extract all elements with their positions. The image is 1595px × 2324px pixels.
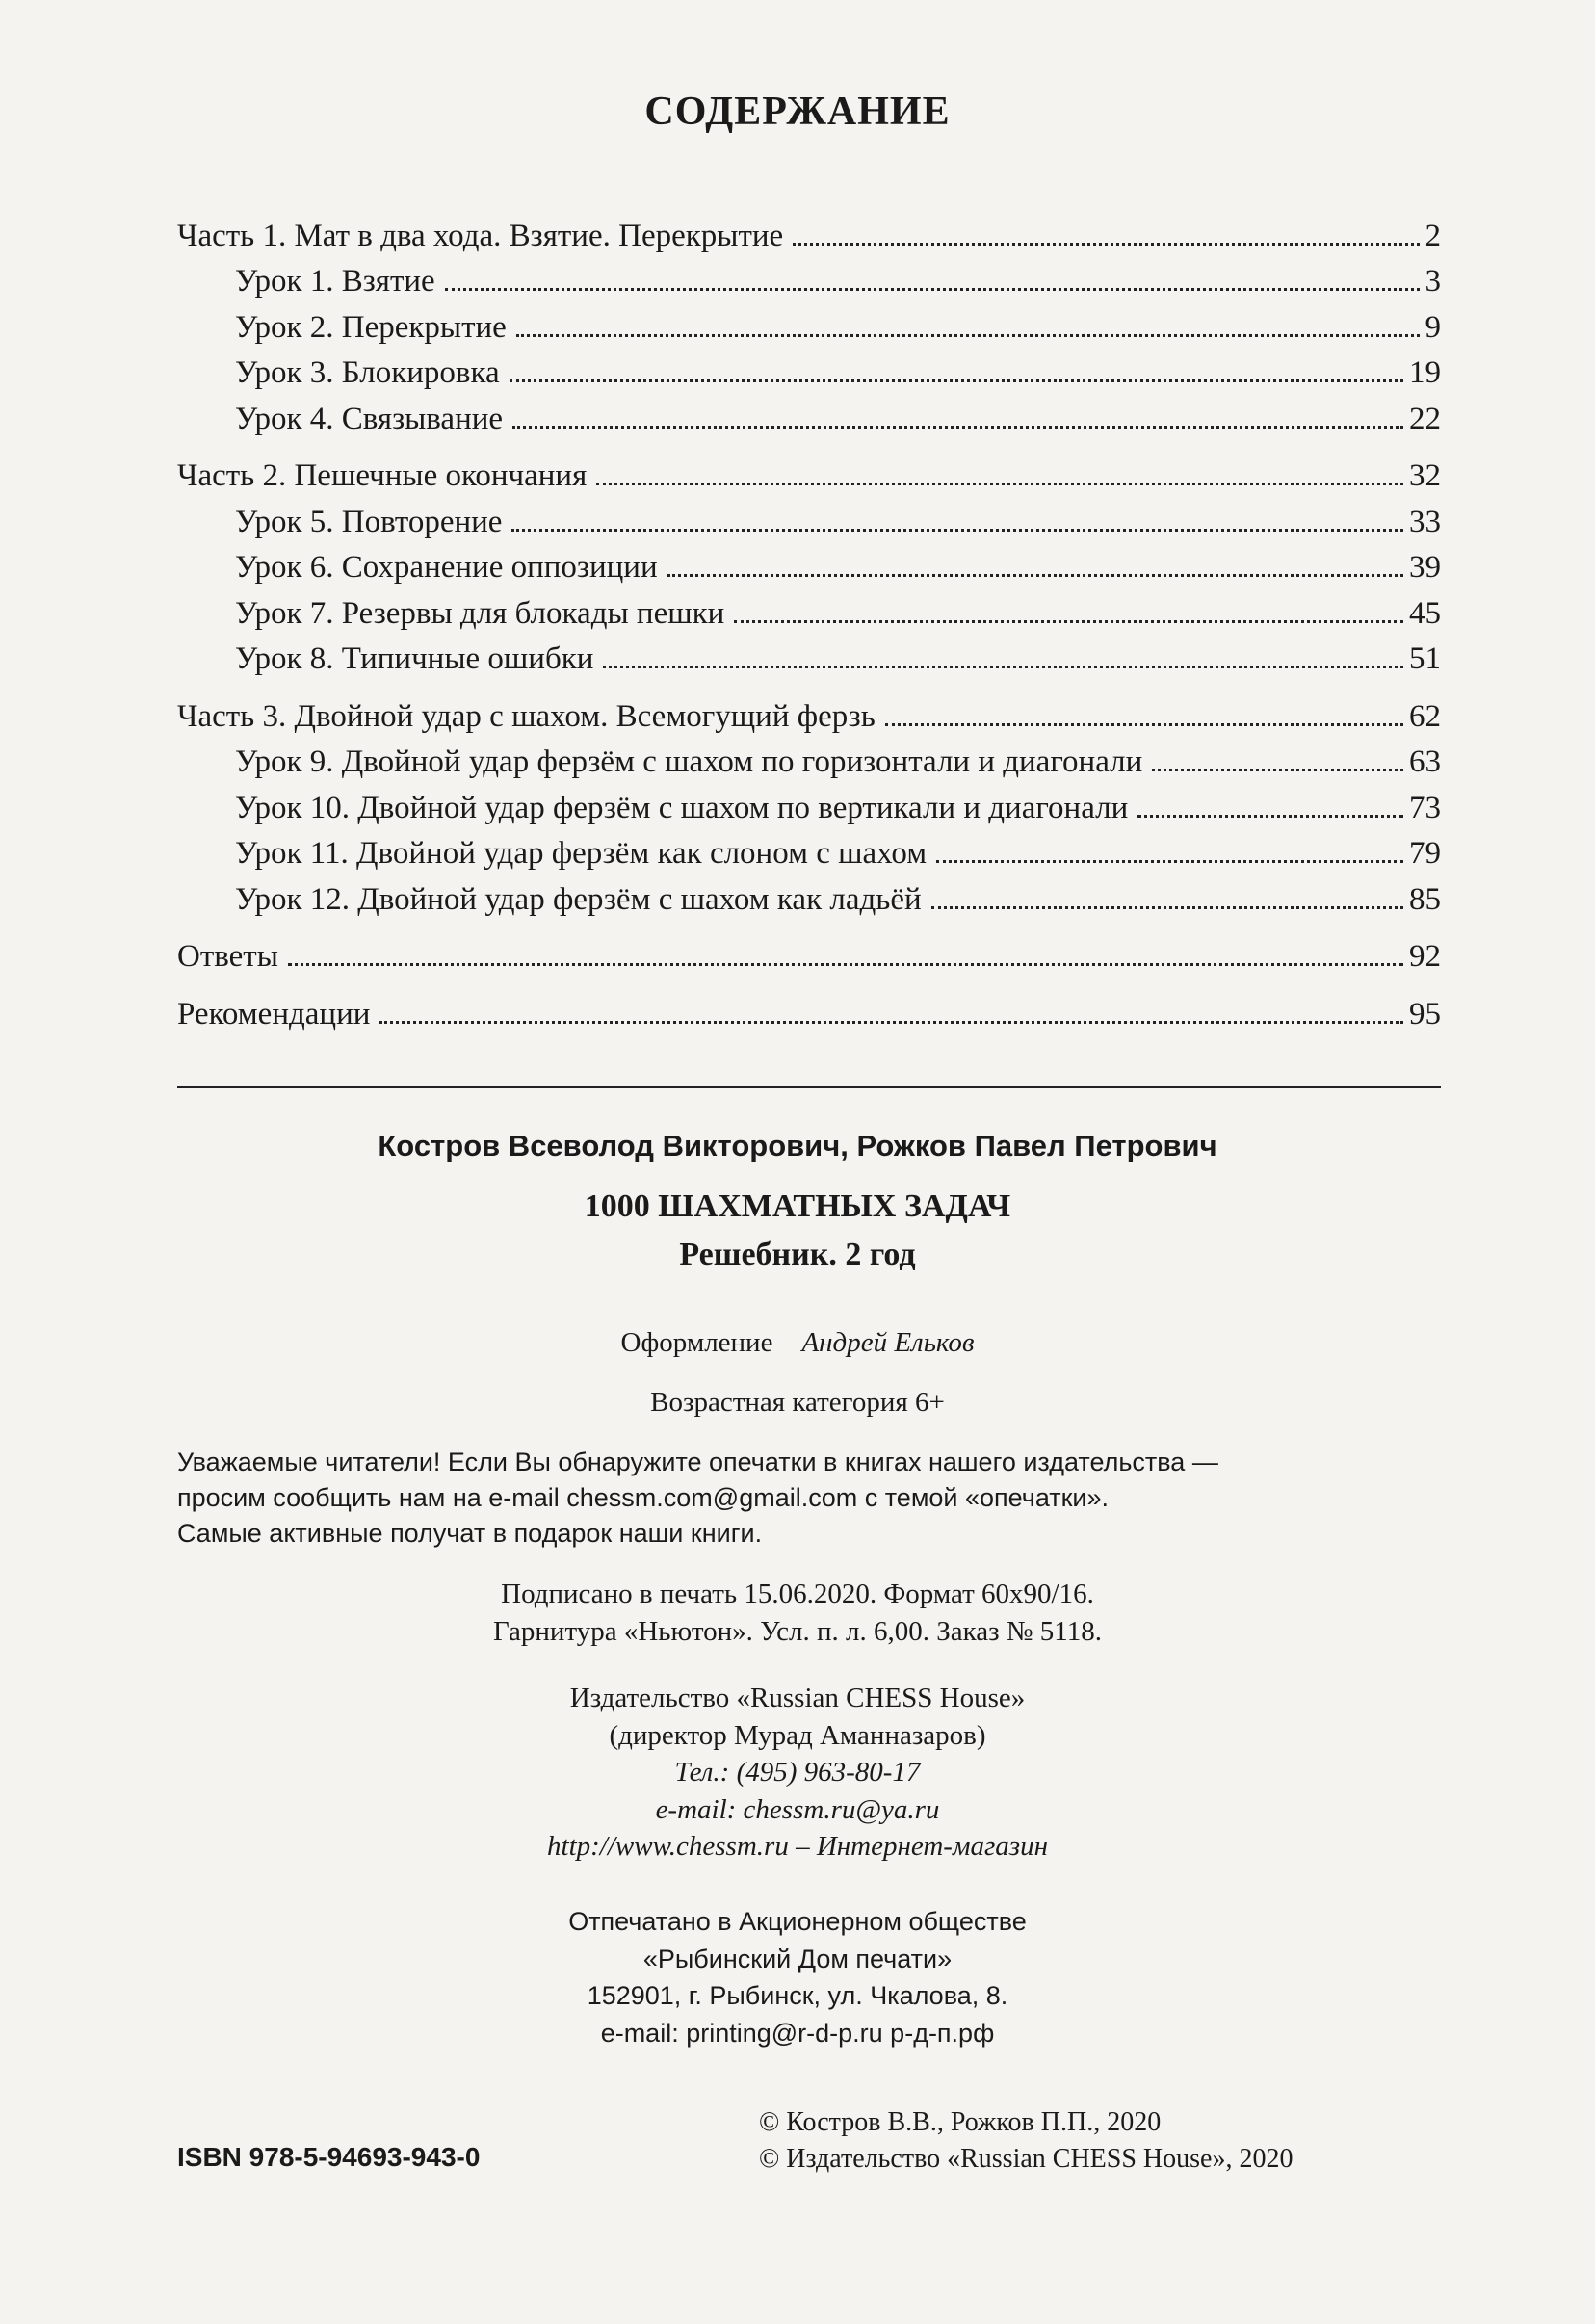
toc-label: Часть 1. Мат в два хода. Взятие. Перекрытие xyxy=(177,218,784,253)
toc-leader-dots xyxy=(516,305,1420,337)
toc-page-number: 85 xyxy=(1409,881,1441,917)
toc-page-number: 92 xyxy=(1409,939,1441,975)
print-info xyxy=(0,1576,1595,1650)
copyright-line: © Костров В.В., Рожков П.П., 2020 xyxy=(759,2107,1162,2137)
toc-page-number: 2 xyxy=(1425,218,1441,253)
printing-line: 152901, г. Рыбинск, ул. Чкалова, 8. xyxy=(587,1981,1008,2010)
print-info-line: Гарнитура «Ньютон». Усл. п. л. 6,00. Заказ № 5118. xyxy=(493,1615,1102,1647)
toc-leader-dots xyxy=(734,591,1403,623)
toc-lesson-row[interactable] xyxy=(177,638,1441,684)
toc-label: Урок 10. Двойной удар ферзём с шахом по вертикали и диагонали xyxy=(235,790,1129,825)
toc-lesson-row[interactable] xyxy=(177,877,1441,924)
copyright-line: © Издательство «Russian CHESS House», 2020 xyxy=(759,2144,1294,2174)
toc-page-number: 33 xyxy=(1409,504,1441,539)
toc-label: Урок 9. Двойной удар ферзём с шахом по горизонтали и диагонали xyxy=(235,744,1143,780)
toc-page-number: 9 xyxy=(1425,309,1441,345)
toc-page-number: 45 xyxy=(1409,595,1441,631)
toc-title: СОДЕРЖАНИЕ xyxy=(644,90,951,134)
book-subtitle: Решебник. 2 год xyxy=(679,1237,916,1272)
publisher-phone: Тел.: (495) 963-80-17 xyxy=(674,1757,921,1788)
toc-lesson-row[interactable] xyxy=(177,786,1441,832)
toc-label: Урок 2. Перекрытие xyxy=(235,309,507,345)
isbn: ISBN 978-5-94693-943-0 xyxy=(177,2142,481,2172)
publisher-name: Издательство «Russian CHESS House» xyxy=(569,1683,1026,1713)
toc-leader-dots xyxy=(1137,786,1403,818)
toc-lesson-row[interactable] xyxy=(177,741,1441,787)
publisher-website-link[interactable]: http://www.chessm.ru – Интернет-магазин xyxy=(547,1831,1048,1862)
reader-notice xyxy=(177,1445,1449,1552)
toc-page-number: 62 xyxy=(1409,698,1441,734)
toc-leader-dots xyxy=(885,694,1403,726)
toc-part-row[interactable] xyxy=(177,694,1441,741)
publisher-director: (директор Мурад Аманназаров) xyxy=(609,1719,986,1751)
toc-label: Урок 7. Резервы для блокады пешки xyxy=(235,595,725,631)
toc-leader-dots xyxy=(596,455,1403,486)
publisher-email[interactable]: e-mail: chessm.ru@ya.ru xyxy=(655,1793,940,1825)
toc-leader-dots xyxy=(793,214,1419,246)
toc-label: Урок 3. Блокировка xyxy=(235,355,500,391)
toc-label: Рекомендации xyxy=(177,996,371,1031)
notice-line: Самые активные получат в подарок наши книги. xyxy=(177,1519,763,1548)
printing-line: «Рыбинский Дом печати» xyxy=(642,1944,953,1973)
print-info-line: Подписано в печать 15.06.2020. Формат 60х90/16. xyxy=(501,1579,1094,1609)
toc-leader-dots xyxy=(667,546,1403,578)
toc-page-number: 32 xyxy=(1409,458,1441,494)
printing-line: Отпечатано в Акционерном обществе xyxy=(568,1907,1027,1936)
toc-label: Урок 6. Сохранение оппозиции xyxy=(235,550,658,586)
toc-page-number: 73 xyxy=(1409,790,1441,825)
design-credit xyxy=(0,1327,1595,1359)
toc-label: Урок 8. Типичные ошибки xyxy=(235,641,594,677)
toc-part-row[interactable] xyxy=(177,214,1441,260)
publisher-info xyxy=(0,1680,1595,1866)
toc-page-number: 39 xyxy=(1409,550,1441,586)
toc-label: Урок 12. Двойной удар ферзём с шахом как ладьёй xyxy=(235,881,922,917)
designer-name: Андрей Ельков xyxy=(801,1327,975,1358)
toc-label: Часть 3. Двойной удар с шахом. Всемогущий ферзь xyxy=(177,698,876,734)
toc-page-number: 95 xyxy=(1409,996,1441,1031)
toc-lesson-row[interactable] xyxy=(177,397,1441,443)
printing-house-info xyxy=(0,1903,1595,2051)
toc-label: Ответы xyxy=(177,939,278,975)
toc-lesson-row[interactable] xyxy=(177,832,1441,878)
toc-answers-row[interactable] xyxy=(177,935,1441,981)
toc-label: Часть 2. Пешечные окончания xyxy=(177,458,588,494)
toc-lesson-row[interactable] xyxy=(177,546,1441,592)
toc-leader-dots xyxy=(445,260,1420,292)
toc-leader-dots xyxy=(931,877,1403,909)
toc-leader-dots xyxy=(511,500,1403,532)
toc-lesson-row[interactable] xyxy=(177,260,1441,306)
toc-leader-dots xyxy=(512,397,1403,429)
toc-lesson-row[interactable] xyxy=(177,352,1441,398)
age-rating: Возрастная категория 6+ xyxy=(650,1387,945,1418)
notice-line: просим сообщить нам на e-mail chessm.com@gmail.com с темой «опечатки». xyxy=(177,1483,1110,1512)
toc-part-3 xyxy=(177,694,1441,924)
book-title: 1000 ШАХМАТНЫХ ЗАДАЧ xyxy=(584,1188,1011,1224)
authors: Костров Всеволод Викторович, Рожков Павел Петрович xyxy=(378,1129,1217,1162)
toc-leader-dots xyxy=(379,992,1403,1024)
section-divider xyxy=(177,1086,1441,1088)
copyright-notices xyxy=(759,2104,1293,2178)
toc-recommendations-row[interactable] xyxy=(177,992,1441,1038)
toc-label: Урок 4. Связывание xyxy=(235,401,504,436)
design-label: Оформление xyxy=(620,1327,773,1358)
toc-part-2 xyxy=(177,455,1441,684)
toc-leader-dots xyxy=(288,935,1403,967)
toc-leader-dots xyxy=(936,832,1403,864)
notice-line: Уважаемые читатели! Если Вы обнаружите опечатки в книгах нашего издательства — xyxy=(177,1448,1218,1476)
toc-leader-dots xyxy=(603,638,1403,669)
toc-label: Урок 5. Повторение xyxy=(235,504,503,539)
toc-page-number: 51 xyxy=(1409,641,1441,677)
toc-page-number: 22 xyxy=(1409,401,1441,436)
toc-part-row[interactable] xyxy=(177,455,1441,501)
toc-lesson-row[interactable] xyxy=(177,591,1441,638)
table-of-contents xyxy=(177,214,1441,1038)
toc-page-number: 19 xyxy=(1409,355,1441,391)
toc-part-1 xyxy=(177,214,1441,443)
toc-page-number: 79 xyxy=(1409,836,1441,872)
toc-lesson-row[interactable] xyxy=(177,500,1441,546)
toc-leader-dots xyxy=(1152,741,1403,772)
toc-lesson-row[interactable] xyxy=(177,305,1441,352)
toc-label: Урок 1. Взятие xyxy=(235,264,435,300)
toc-page-number: 63 xyxy=(1409,744,1441,780)
toc-page-number: 3 xyxy=(1425,264,1441,300)
printing-line: e-mail: printing@r-d-p.ru р-д-п.рф xyxy=(600,2018,995,2048)
toc-label: Урок 11. Двойной удар ферзём как слоном с шахом xyxy=(235,836,928,872)
toc-leader-dots xyxy=(510,352,1403,383)
